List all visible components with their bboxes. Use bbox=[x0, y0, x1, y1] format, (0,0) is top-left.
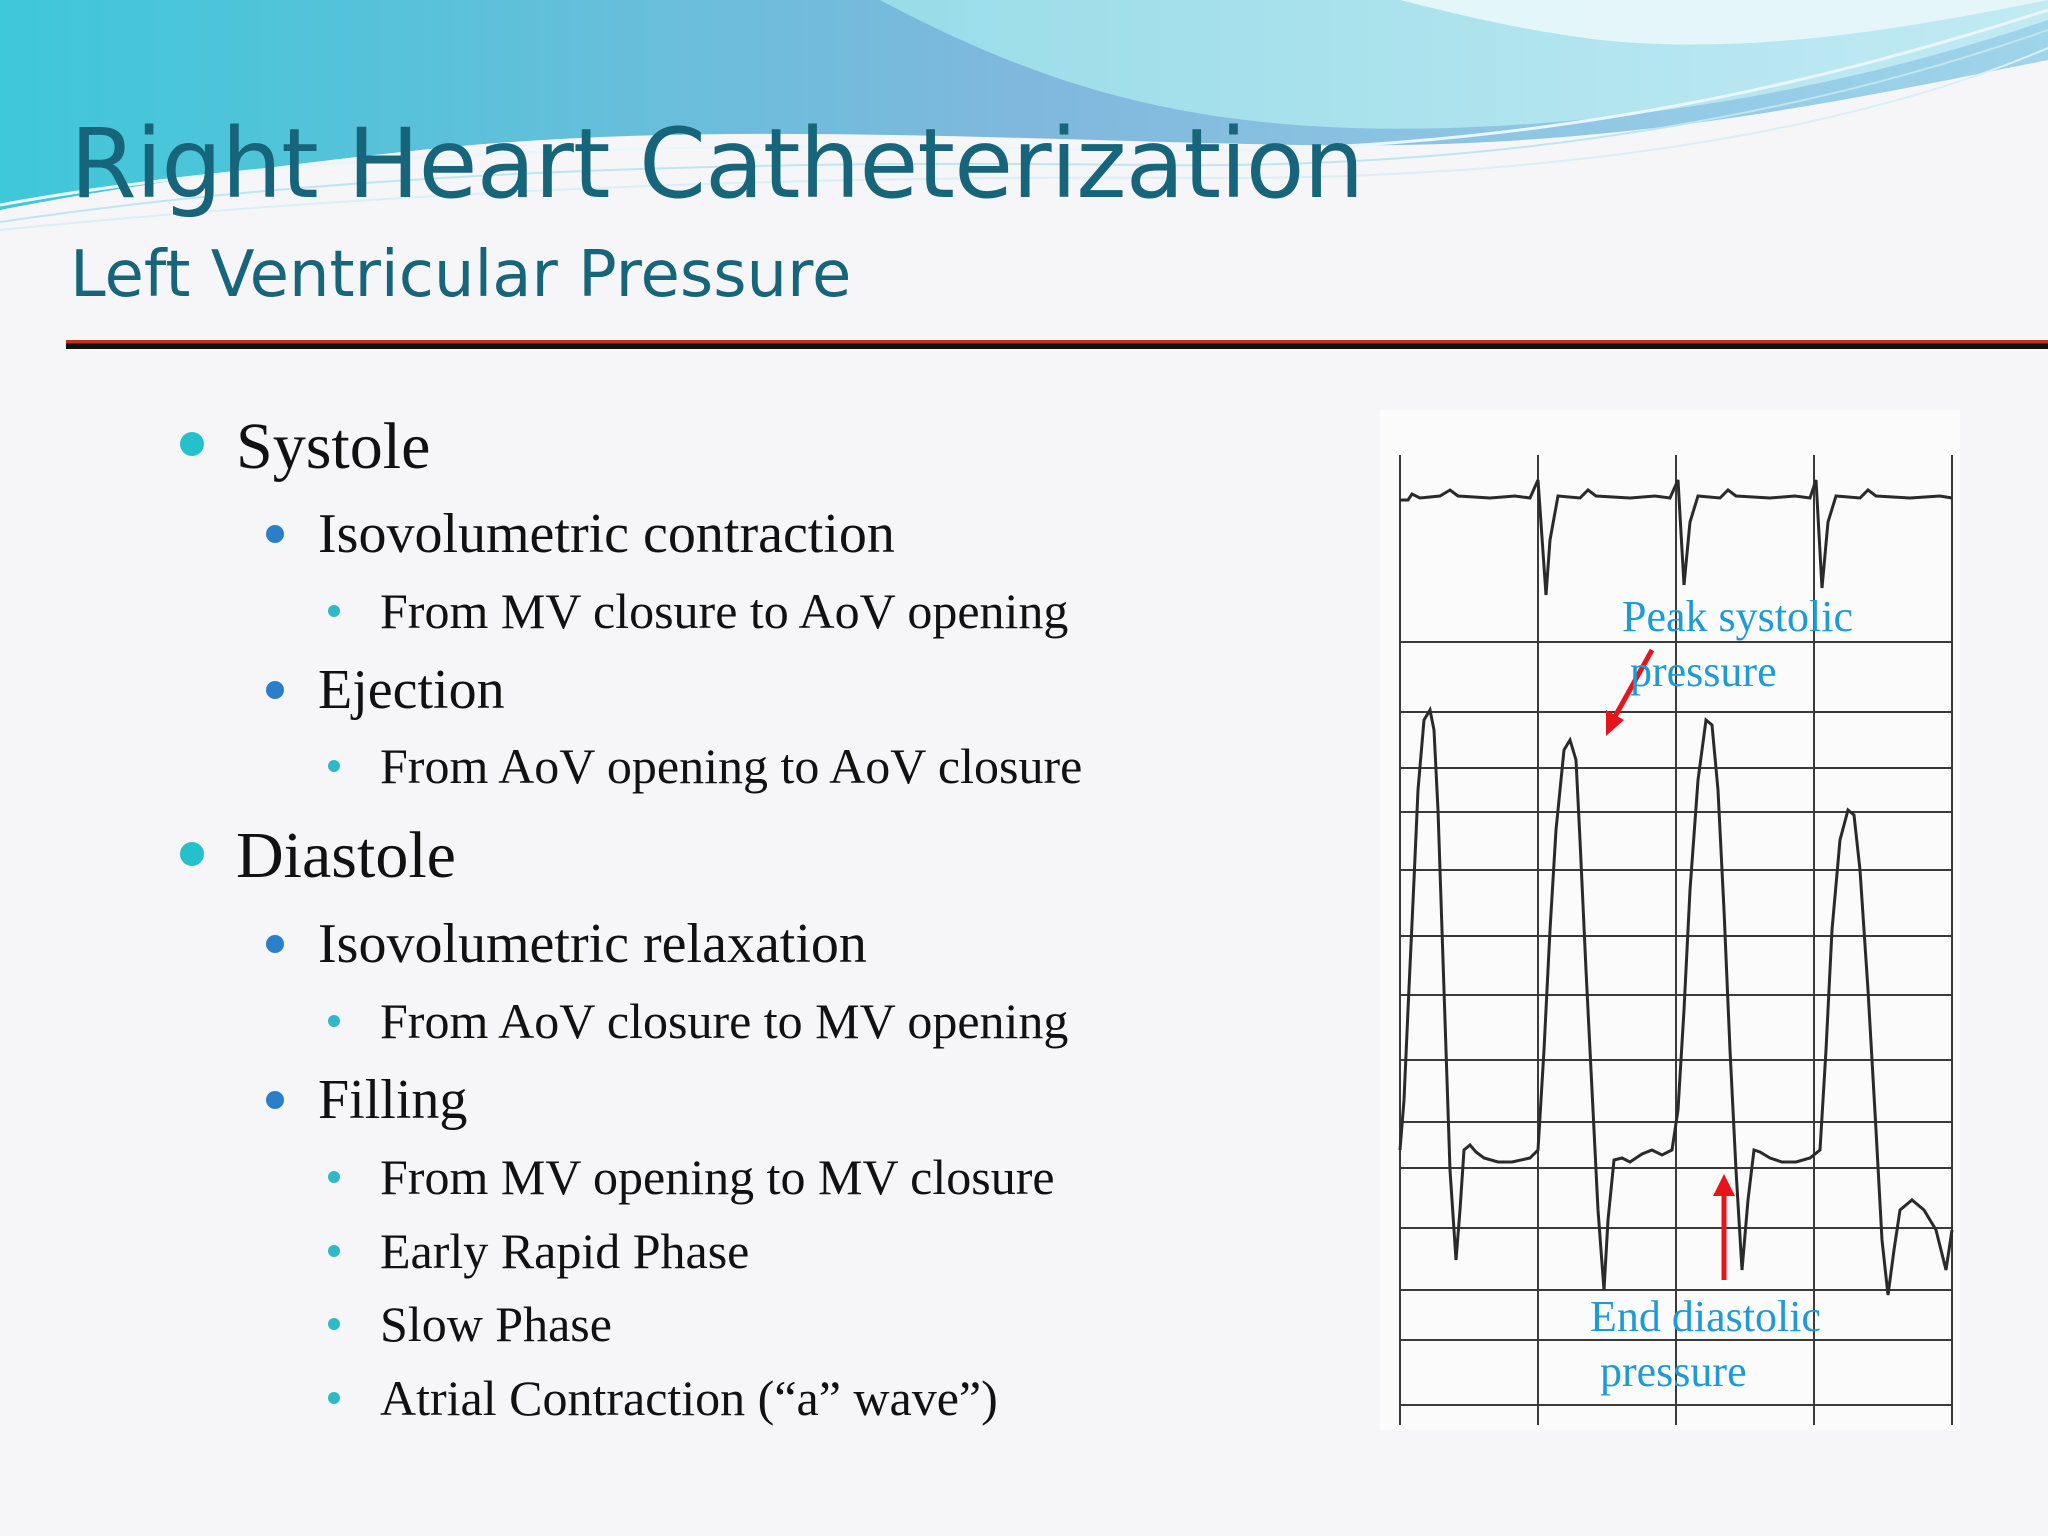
bullet-dot-icon bbox=[328, 1318, 340, 1330]
bullet-text: Isovolumetric contraction bbox=[318, 503, 895, 565]
bullet-dot-icon bbox=[266, 1091, 284, 1109]
title-divider bbox=[66, 340, 2048, 349]
end-diastolic-label-line1: End diastolic bbox=[1590, 1292, 1821, 1341]
bullet-text: Isovolumetric relaxation bbox=[318, 913, 867, 975]
bullet-text: Filling bbox=[318, 1069, 468, 1131]
lv-pressure-tracing-figure bbox=[1380, 410, 1960, 1430]
peak-systolic-label-line1: Peak systolic bbox=[1622, 592, 1853, 641]
bullet-text: Ejection bbox=[318, 659, 505, 721]
bullet-dot-icon bbox=[266, 525, 284, 543]
peak-systolic-label-line2: pressure bbox=[1630, 647, 1777, 696]
bullet-text: From MV closure to AoV opening bbox=[380, 583, 1069, 639]
bullet-text: Systole bbox=[236, 410, 431, 483]
bullet-dot-icon bbox=[328, 1015, 340, 1027]
bullet-text: From AoV opening to AoV closure bbox=[380, 738, 1083, 794]
bullet-text: Diastole bbox=[236, 819, 456, 892]
bullet-text: From MV opening to MV closure bbox=[380, 1149, 1055, 1205]
slide-title: Right Heart Catheterization bbox=[70, 108, 1364, 220]
bullet-dot-icon bbox=[328, 1171, 340, 1183]
bullet-text: From AoV closure to MV opening bbox=[380, 993, 1069, 1049]
bullet-dot-icon bbox=[180, 842, 204, 866]
bullet-dot-icon bbox=[266, 935, 284, 953]
bullet-text: Slow Phase bbox=[380, 1296, 612, 1352]
bullet-text: Early Rapid Phase bbox=[380, 1223, 750, 1279]
bullet-dot-icon bbox=[328, 1392, 340, 1404]
bullet-dot-icon bbox=[328, 760, 340, 772]
bullet-dot-icon bbox=[266, 681, 284, 699]
bullet-dot-icon bbox=[180, 432, 204, 456]
bullet-dot-icon bbox=[328, 1245, 340, 1257]
slide-subtitle: Left Ventricular Pressure bbox=[70, 238, 852, 312]
end-diastolic-label-line2: pressure bbox=[1600, 1347, 1747, 1396]
pressure-tracing-image bbox=[1380, 410, 1960, 1430]
bullet-dot-icon bbox=[328, 605, 340, 617]
bullet-text: Atrial Contraction (“a” wave”) bbox=[380, 1370, 998, 1426]
